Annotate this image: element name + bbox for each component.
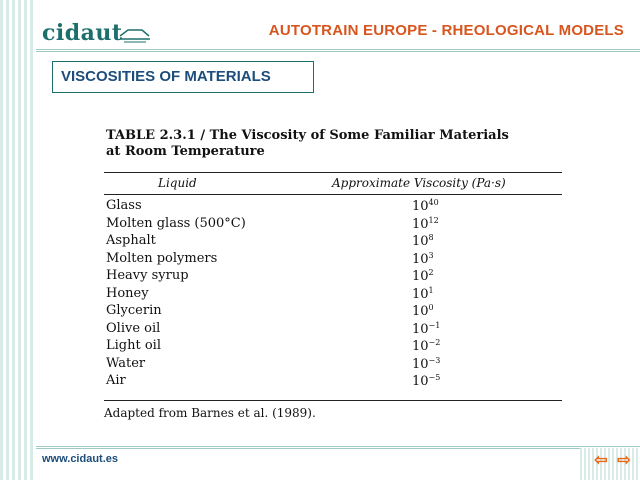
viscosity-base: 10	[412, 234, 429, 249]
table-row	[104, 303, 562, 320]
liquid-name: Air	[106, 373, 126, 388]
table-row	[104, 286, 562, 303]
header-title: AUTOTRAIN EUROPE - RHEOLOGICAL MODELS	[268, 22, 624, 39]
liquid-name: Molten glass (500°C)	[106, 215, 246, 231]
table-header-rule	[104, 194, 562, 195]
table-row	[104, 268, 562, 285]
viscosity-value	[412, 321, 440, 337]
liquid-name: Light oil	[106, 338, 161, 353]
table-row	[104, 338, 562, 355]
viscosity-exponent: 3	[428, 250, 434, 260]
viscosity-value	[412, 373, 440, 389]
table-row	[104, 198, 562, 215]
column-header-liquid: Liquid	[158, 176, 197, 190]
viscosity-value	[412, 338, 440, 354]
table-row	[104, 216, 562, 233]
viscosity-base: 10	[412, 304, 429, 319]
table-row	[104, 356, 562, 373]
section-title: VISCOSITIES OF MATERIALS	[52, 61, 314, 93]
header-divider	[36, 49, 640, 52]
viscosity-base: 10	[412, 339, 429, 354]
viscosity-base: 10	[412, 321, 429, 337]
viscosity-value	[412, 356, 440, 372]
cidaut-logo: cidaut	[42, 20, 123, 46]
viscosity-value	[412, 216, 439, 232]
viscosity-base: 10	[412, 199, 429, 214]
viscosity-exponent: −2	[428, 338, 441, 347]
viscosity-base: 10	[412, 374, 429, 389]
table-row	[104, 233, 562, 250]
table-row	[104, 251, 562, 268]
arrow-left-icon: ⇦	[594, 452, 608, 469]
table-top-rule	[104, 172, 562, 173]
viscosity-base: 10	[412, 251, 429, 267]
viscosity-exponent: −5	[428, 373, 441, 382]
footer-url[interactable]: www.cidaut.es	[42, 453, 119, 465]
left-decorative-band	[0, 0, 34, 480]
liquid-name: Water	[106, 355, 146, 371]
viscosity-exponent: −3	[428, 355, 441, 365]
viscosity-value	[412, 286, 434, 302]
table-footnote: Adapted from Barnes et al. (1989).	[104, 406, 316, 420]
viscosity-value	[412, 251, 434, 267]
liquid-name: Asphalt	[106, 233, 156, 248]
viscosity-exponent: 2	[428, 268, 434, 277]
viscosity-exponent: 40	[428, 198, 439, 207]
viscosity-base: 10	[412, 269, 429, 284]
viscosity-exponent: 12	[428, 215, 439, 225]
viscosity-value	[412, 233, 434, 249]
viscosity-exponent: 8	[428, 233, 434, 242]
viscosity-base: 10	[412, 216, 429, 232]
arrow-right-icon: ⇨	[617, 452, 631, 469]
liquid-name: Glass	[106, 198, 142, 213]
table-row	[104, 321, 562, 338]
liquid-name: Molten polymers	[106, 250, 218, 266]
previous-slide-button[interactable]	[590, 452, 612, 470]
table-row	[104, 373, 562, 390]
header	[0, 0, 640, 50]
table-caption-line2: at Room Temperature	[106, 144, 265, 159]
table-bottom-rule	[104, 400, 562, 401]
viscosity-value	[412, 303, 434, 319]
viscosity-exponent: 1	[428, 285, 434, 295]
viscosity-base: 10	[412, 356, 429, 372]
next-slide-button[interactable]	[613, 452, 635, 470]
viscosity-table-scan	[100, 128, 570, 428]
viscosity-value	[412, 268, 434, 284]
viscosity-value	[412, 198, 439, 214]
table-caption	[106, 128, 526, 160]
column-header-viscosity: Approximate Viscosity (Pa·s)	[332, 176, 506, 190]
logo-car-icon	[118, 26, 152, 44]
liquid-name: Glycerin	[106, 303, 162, 318]
viscosity-exponent: 0	[428, 303, 434, 312]
footer-divider	[36, 446, 640, 449]
liquid-name: Olive oil	[106, 320, 161, 336]
viscosity-base: 10	[412, 286, 429, 302]
viscosity-exponent: −1	[428, 320, 441, 330]
liquid-name: Heavy syrup	[106, 268, 189, 283]
table-caption-line1: TABLE 2.3.1 / The Viscosity of Some Familiar Materials	[106, 128, 509, 143]
liquid-name: Honey	[106, 285, 149, 301]
